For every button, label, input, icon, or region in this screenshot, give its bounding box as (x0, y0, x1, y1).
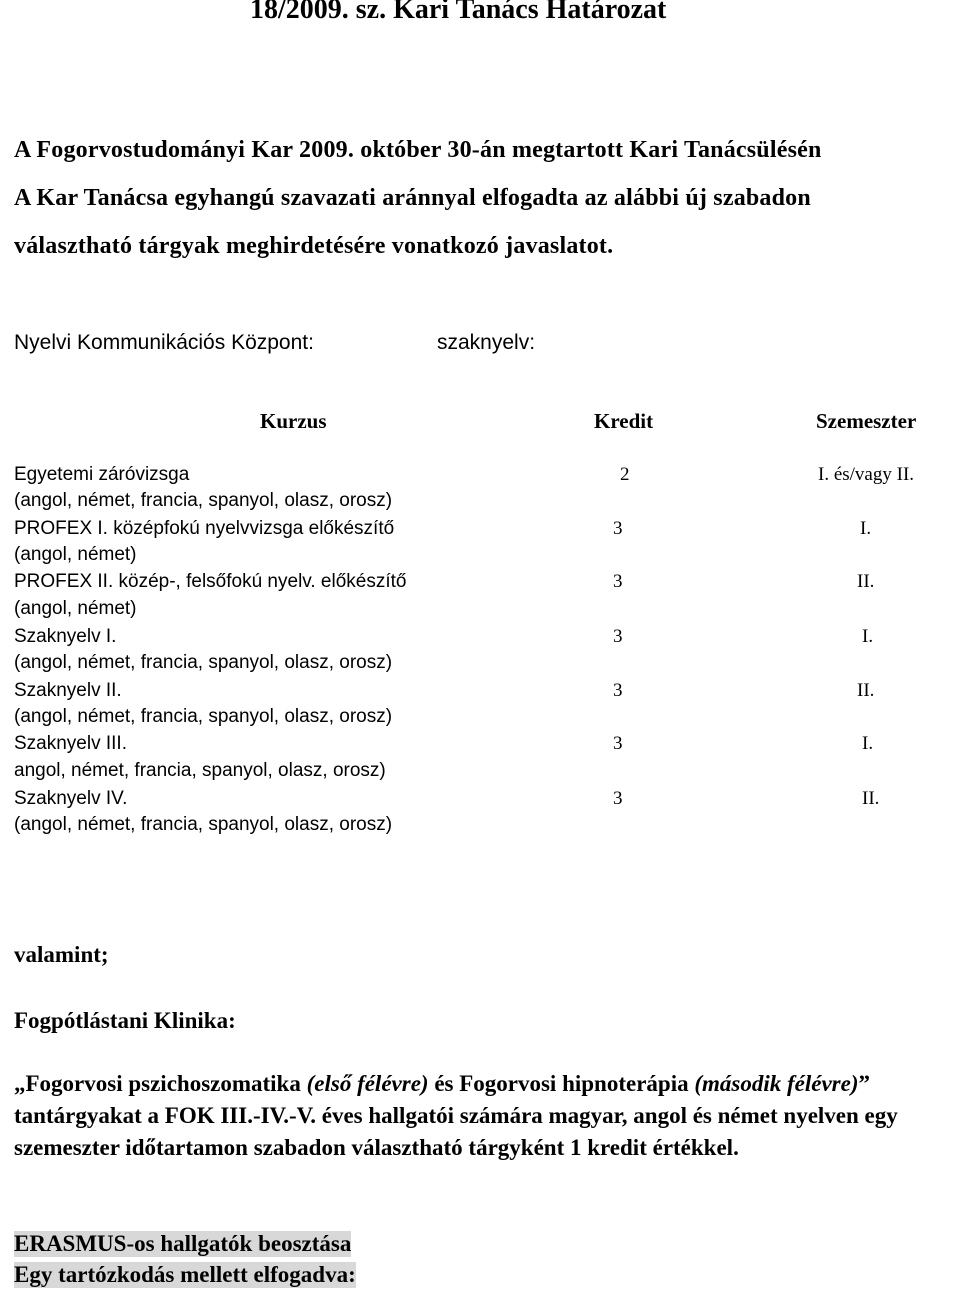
course-credit: 3 (613, 733, 623, 754)
paragraph-part-5: ” tantárgyakat a FOK III.-IV.-V. éves hallgatói számára magyar, angol és német nyelven egy szemeszter időtartamon szabadon választható tárgyként 1 kredit értékkel. (14, 1071, 898, 1160)
course-name: PROFEX II. közép-, felsőfokú nyelv. előkészítő (14, 571, 407, 592)
header-semester: Szemeszter (816, 409, 917, 433)
valamint-label: valamint; (14, 942, 109, 967)
course-name: Szaknyelv I. (14, 626, 117, 647)
course-semester: I. (862, 733, 874, 754)
paragraph-part-3: és Fogorvosi hipnoterápia (428, 1071, 695, 1096)
paragraph-part-1: „Fogorvosi pszichoszomatika (14, 1071, 307, 1096)
section2-unit-label: Fogpótlástani Klinika: (14, 1008, 236, 1033)
course-name: Szaknyelv III. (14, 733, 127, 754)
section-type-label: szaknyelv: (437, 331, 536, 354)
course-languages: (angol, német, francia, spanyol, olasz, orosz) (14, 814, 393, 835)
section-unit-label: Nyelvi Kommunikációs Központ: (14, 331, 314, 354)
course-credit: 3 (613, 626, 623, 647)
course-semester: II. (857, 571, 875, 592)
course-semester: I. (860, 518, 872, 539)
course-semester: I. (862, 626, 874, 647)
course-languages: (angol, német) (14, 544, 137, 565)
course-name: Szaknyelv IV. (14, 788, 128, 809)
course-semester: II. (857, 680, 875, 701)
course-semester: II. (862, 788, 880, 809)
document-title: 18/2009. sz. Kari Tanács Határozat (250, 0, 667, 25)
erasmus-heading: ERASMUS-os hallgatók beosztása (14, 1231, 352, 1256)
erasmus-decision: Egy tartózkodás mellett elfogadva: (14, 1262, 356, 1287)
paragraph-part-4: (második félévre) (694, 1071, 859, 1096)
course-languages: (angol, német, francia, spanyol, olasz, orosz) (14, 490, 393, 511)
paragraph-part-2: (első félévre) (306, 1071, 429, 1096)
course-languages: (angol, német) (14, 598, 137, 619)
course-languages: (angol, német, francia, spanyol, olasz, orosz) (14, 706, 393, 727)
course-credit: 3 (613, 788, 623, 809)
course-credit: 2 (620, 464, 630, 485)
course-languages: angol, német, francia, spanyol, olasz, orosz) (14, 760, 386, 781)
course-name: Szaknyelv II. (14, 680, 122, 701)
course-credit: 3 (613, 518, 623, 539)
intro-line-2: A Kar Tanácsa egyhangú szavazati aránnyal elfogadta az alábbi új szabadon (14, 185, 811, 211)
course-semester: I. és/vagy II. (818, 464, 915, 485)
course-credit: 3 (613, 571, 623, 592)
course-languages: (angol, német, francia, spanyol, olasz, orosz) (14, 652, 393, 673)
header-credit: Kredit (594, 409, 654, 433)
intro-line-1: A Fogorvostudományi Kar 2009. október 30-án megtartott Kari Tanácsülésén (14, 137, 822, 163)
course-name: PROFEX I. középfokú nyelvvizsga előkészítő (14, 518, 395, 539)
course-credit: 3 (613, 680, 623, 701)
course-name: Egyetemi záróvizsga (14, 464, 190, 485)
header-course: Kurzus (260, 409, 327, 433)
intro-line-3: választható tárgyak meghirdetésére vonatkozó javaslatot. (14, 233, 614, 259)
decision-paragraph (14, 1068, 954, 1164)
